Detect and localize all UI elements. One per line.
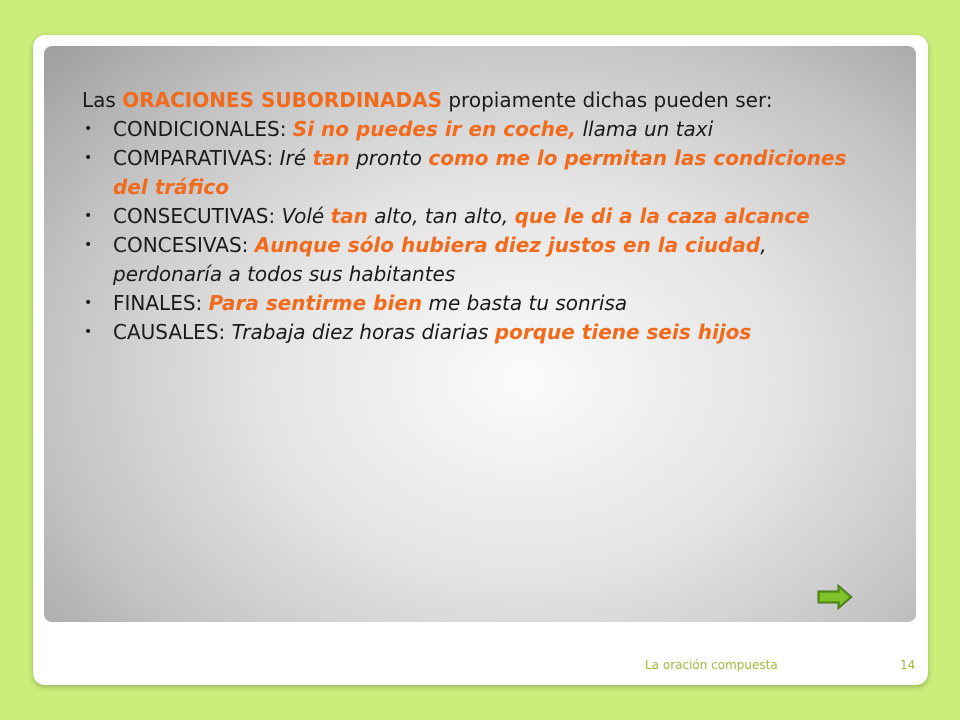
example-text: Volé xyxy=(281,204,331,228)
example-highlight: porque tiene seis hijos xyxy=(494,320,752,344)
bullet-label: CAUSALES: xyxy=(113,320,232,344)
slide-body xyxy=(82,86,882,347)
bullet-condicionales xyxy=(82,115,882,144)
example-text: me basta tu sonrisa xyxy=(422,291,628,315)
example-text: , perdonaría a todos sus habitantes xyxy=(113,233,767,286)
example-highlight: que le di a la caza alcance xyxy=(514,204,810,228)
bullet-label: COMPARATIVAS: xyxy=(113,146,280,170)
intro-text-end: propiamente dichas pueden ser: xyxy=(442,88,773,112)
bullet-dot-icon: • xyxy=(84,237,93,253)
intro-text: Las xyxy=(82,88,123,112)
bullet-dot-icon: • xyxy=(84,121,93,137)
bullet-dot-icon: • xyxy=(84,324,93,340)
intro-paragraph xyxy=(82,86,882,115)
bullet-label: CONCESIVAS: xyxy=(113,233,255,257)
bullet-label: CONSECUTIVAS: xyxy=(113,204,282,228)
next-slide-button[interactable] xyxy=(816,582,854,612)
intro-highlight: ORACIONES SUBORDINADAS xyxy=(122,88,442,112)
example-text: pronto xyxy=(349,146,429,170)
bullet-dot-icon: • xyxy=(84,150,93,166)
bullet-concesivas xyxy=(82,231,882,289)
bullet-label: FINALES: xyxy=(113,291,209,315)
bullet-list xyxy=(82,115,882,347)
arrow-right-icon xyxy=(816,582,854,612)
example-highlight: como me lo permitan las condiciones del tráfico xyxy=(113,146,847,199)
example-text: Iré xyxy=(279,146,313,170)
bullet-dot-icon: • xyxy=(84,295,93,311)
footer-title: La oración compuesta xyxy=(645,658,778,672)
example-text: llama un taxi xyxy=(576,117,714,141)
bullet-consecutivas xyxy=(82,202,882,231)
page-number: 14 xyxy=(900,658,916,672)
example-highlight: Aunque sólo hubiera diez justos en la ciudad xyxy=(254,233,761,257)
bullet-dot-icon: • xyxy=(84,208,93,224)
example-highlight: tan xyxy=(312,146,350,170)
bullet-finales xyxy=(82,289,882,318)
example-text: alto, tan alto, xyxy=(367,204,515,228)
bullet-causales xyxy=(82,318,882,347)
example-text: Trabaja diez horas diarias xyxy=(231,320,495,344)
bullet-label: CONDICIONALES: xyxy=(113,117,293,141)
example-highlight: tan xyxy=(330,204,368,228)
example-highlight: Si no puedes ir en coche, xyxy=(292,117,577,141)
example-highlight: Para sentirme bien xyxy=(208,291,423,315)
bullet-comparativas xyxy=(82,144,882,202)
